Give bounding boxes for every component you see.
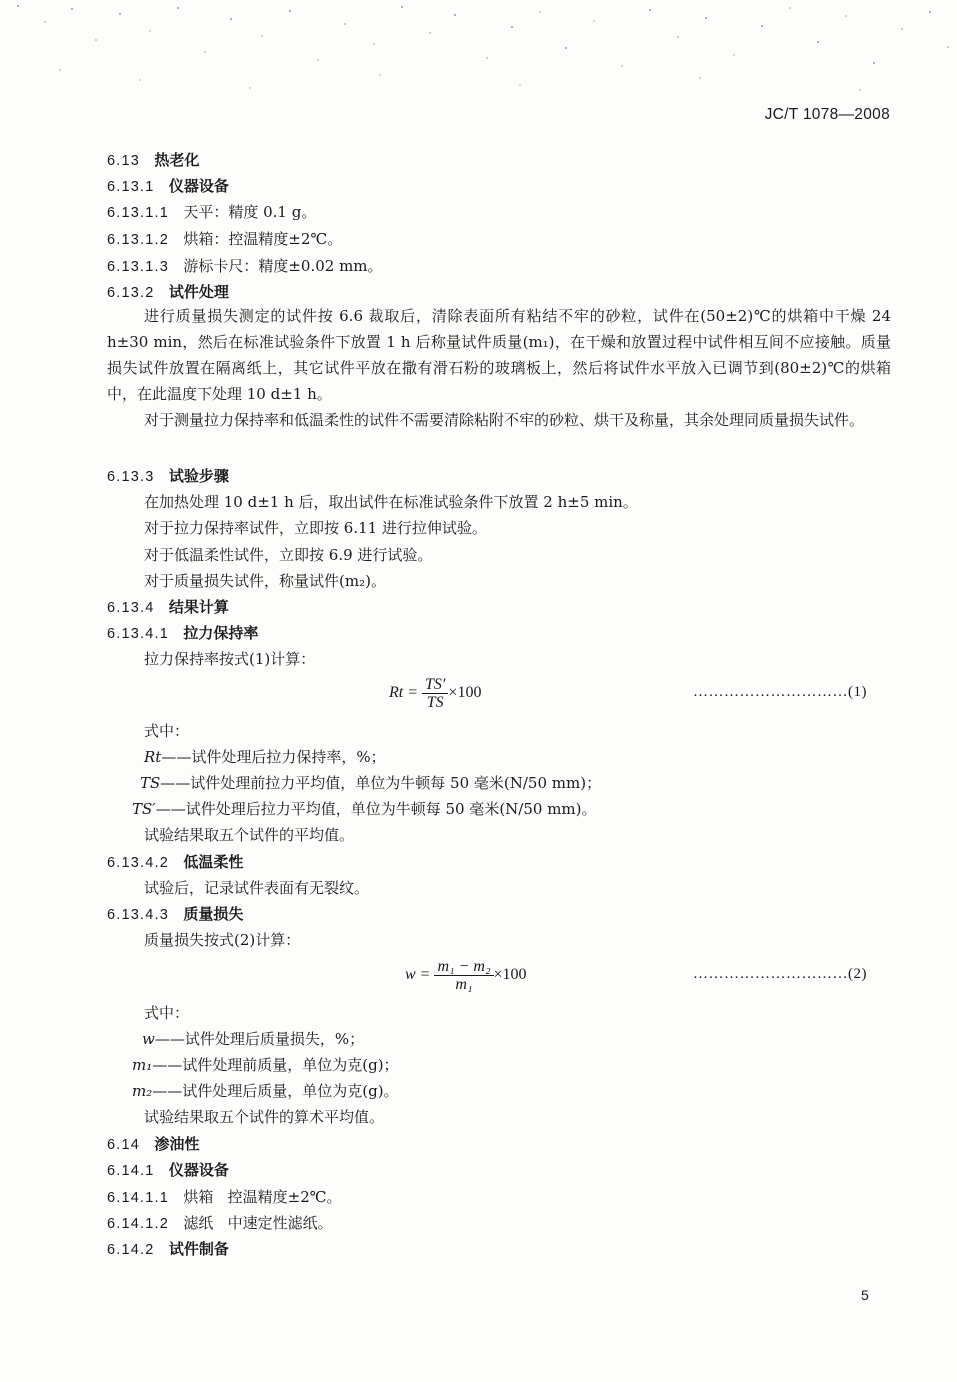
paragraph: 对于测量拉力保持率和低温柔性的试件不需要清除粘附不牢的砂粒、烘干及称量，其余处理同质量损失试件。 — [144, 411, 865, 429]
section-number: 6.13 — [107, 153, 141, 169]
section-number: 6.14.1.2 — [107, 1216, 170, 1232]
section-number: 6.13.3 — [107, 469, 155, 485]
formula-lhs: w = — [405, 966, 431, 984]
section-6-13-4-3 — [107, 904, 243, 925]
leader-dots: ………………………… — [693, 966, 848, 982]
section-number: 6.14.1 — [107, 1163, 155, 1179]
variable-text: ——试件处理后拉力平均值，单位为牛顿每 50 毫米(N/50 mm)。 — [155, 800, 597, 818]
result-note: 试验结果取五个试件的算术平均值。 — [144, 1108, 385, 1126]
result-note: 试验结果取五个试件的平均值。 — [144, 826, 355, 844]
section-number: 6.13.2 — [107, 285, 155, 301]
section-title: 结果计算 — [168, 598, 229, 616]
section-number: 6.13.1.1 — [107, 205, 170, 221]
section-6-14 — [107, 1134, 199, 1155]
section-number: 6.13.4 — [107, 600, 155, 616]
section-number: 6.14 — [107, 1137, 141, 1153]
formula-tail: ×100 — [448, 684, 482, 702]
variable-text: ——试件处理后拉力保持率，%； — [161, 748, 386, 766]
section-6-13-1 — [107, 176, 229, 197]
section-number: 6.13.1.2 — [107, 232, 170, 248]
leader-dots: ………………………… — [693, 684, 848, 700]
variable-def — [142, 1029, 364, 1049]
section-number: 6.13.4.2 — [107, 855, 170, 871]
variable-symbol: Rt — [144, 748, 162, 766]
section-6-13-1-1 — [107, 202, 316, 223]
section-title: 仪器设备 — [168, 177, 229, 195]
fraction-denominator: TS — [426, 694, 444, 711]
standard-number: JC/T 1078—2008 — [764, 106, 890, 123]
section-number: 6.14.1.1 — [107, 1190, 170, 1206]
fraction-numerator: TS′ — [422, 676, 448, 694]
formula-number: (1) — [848, 684, 867, 700]
section-6-13-1-3 — [107, 256, 383, 277]
section-title: 渗油性 — [154, 1135, 200, 1153]
section-6-14-2 — [107, 1239, 229, 1260]
formula-tail: ×100 — [493, 966, 527, 984]
item-text: 中速定性滤纸。 — [227, 1214, 333, 1232]
variable-def — [144, 747, 386, 767]
sample-treatment-paragraphs — [107, 303, 891, 433]
section-6-13-2 — [107, 282, 229, 303]
variable-def — [132, 799, 597, 819]
formula-intro: 拉力保持率按式(1)计算： — [144, 650, 316, 668]
section-number: 6.13.1 — [107, 179, 155, 195]
formula-lhs: Rt = — [389, 684, 419, 702]
page-number: 5 — [861, 1287, 869, 1303]
section-6-14-1-1 — [107, 1187, 342, 1208]
section-title: 质量损失 — [183, 905, 244, 923]
paragraph: 进行质量损失测定的试件按 6.6 裁取后，清除表面所有粘结不牢的砂粒，试件在(50±2)℃的烘箱中干燥 24 h±30 min，然后在标准试验条件下放置 1 h 后称量试件质量(m₁)，在干燥和放置过程中试件相互间不应接触。质量损失试件放置在隔离纸上，其它试件平放在撒有滑石粉的玻璃板上，然后将试件水平放入已调节到(80±2)℃的烘箱中，在此温度下处理 10 d±1 h。 — [107, 307, 891, 403]
section-number: 6.13.4.1 — [107, 626, 170, 642]
step-line: 对于拉力保持率试件，立即按 6.11 进行拉伸试验。 — [144, 519, 487, 537]
step-line: 对于质量损失试件，称量试件(m₂)。 — [144, 572, 386, 590]
variable-symbol: m₁ — [132, 1056, 153, 1074]
item-text: 天平：精度 0.1 g。 — [183, 203, 317, 221]
variable-symbol: w — [142, 1030, 155, 1048]
formula-leader-2 — [693, 966, 867, 983]
variable-def — [132, 1081, 399, 1101]
item-text: 控温精度±2℃。 — [227, 1188, 342, 1206]
step-line: 在加热处理 10 d±1 h 后，取出试件在标准试验条件下放置 2 h±5 min。 — [144, 493, 638, 511]
section-number: 6.13.1.3 — [107, 259, 170, 275]
scan-noise — [0, 0, 957, 110]
section-6-14-1 — [107, 1160, 229, 1181]
variable-def — [132, 1055, 399, 1075]
section-6-14-1-2 — [107, 1213, 333, 1234]
formula-1 — [389, 676, 481, 711]
fraction-numerator: m₁ − m₂ — [434, 958, 493, 976]
where-label: 式中： — [144, 722, 190, 740]
item-text: 游标卡尺：精度±0.02 mm。 — [183, 257, 383, 275]
section-6-13-4-2 — [107, 852, 243, 873]
item-text: 烘箱：控温精度±2℃。 — [183, 230, 343, 248]
section-6-13-4-1 — [107, 623, 258, 644]
variable-symbol: TS′ — [132, 800, 156, 818]
section-title: 热老化 — [154, 151, 200, 169]
section-title: 试件处理 — [168, 283, 229, 301]
section-6-13 — [107, 150, 199, 171]
item-label: 滤纸 — [183, 1214, 214, 1232]
section-6-13-1-2 — [107, 229, 342, 250]
formula-intro: 质量损失按式(2)计算： — [144, 931, 301, 949]
fraction — [434, 958, 493, 993]
formula-leader-1 — [693, 684, 867, 701]
section-6-13-3 — [107, 466, 229, 487]
section-6-13-4 — [107, 597, 229, 618]
formula-number: (2) — [848, 966, 867, 982]
variable-text: ——试件处理后质量损失，%； — [154, 1030, 365, 1048]
where-label: 式中： — [144, 1004, 190, 1022]
section-title: 试验步骤 — [168, 467, 229, 485]
variable-text: ——试件处理前质量，单位为克(g)； — [152, 1056, 399, 1074]
fraction-denominator: m₁ — [455, 976, 473, 993]
variable-symbol: m₂ — [132, 1082, 153, 1100]
fraction — [422, 676, 448, 711]
section-title: 仪器设备 — [168, 1161, 229, 1179]
item-label: 烘箱 — [183, 1188, 214, 1206]
section-title: 试件制备 — [168, 1240, 229, 1258]
step-line: 对于低温柔性试件，立即按 6.9 进行试验。 — [144, 546, 433, 564]
variable-symbol: TS — [140, 774, 161, 792]
variable-text: ——试件处理后质量，单位为克(g)。 — [152, 1082, 399, 1100]
section-number: 6.13.4.3 — [107, 907, 170, 923]
section-number: 6.14.2 — [107, 1242, 155, 1258]
section-title: 拉力保持率 — [183, 624, 259, 642]
section-title: 低温柔性 — [183, 853, 244, 871]
item-text: 试验后，记录试件表面有无裂纹。 — [144, 879, 370, 897]
variable-text: ——试件处理前拉力平均值，单位为牛顿每 50 毫米(N/50 mm)； — [160, 774, 602, 792]
variable-def — [140, 773, 601, 793]
formula-2 — [405, 958, 527, 993]
